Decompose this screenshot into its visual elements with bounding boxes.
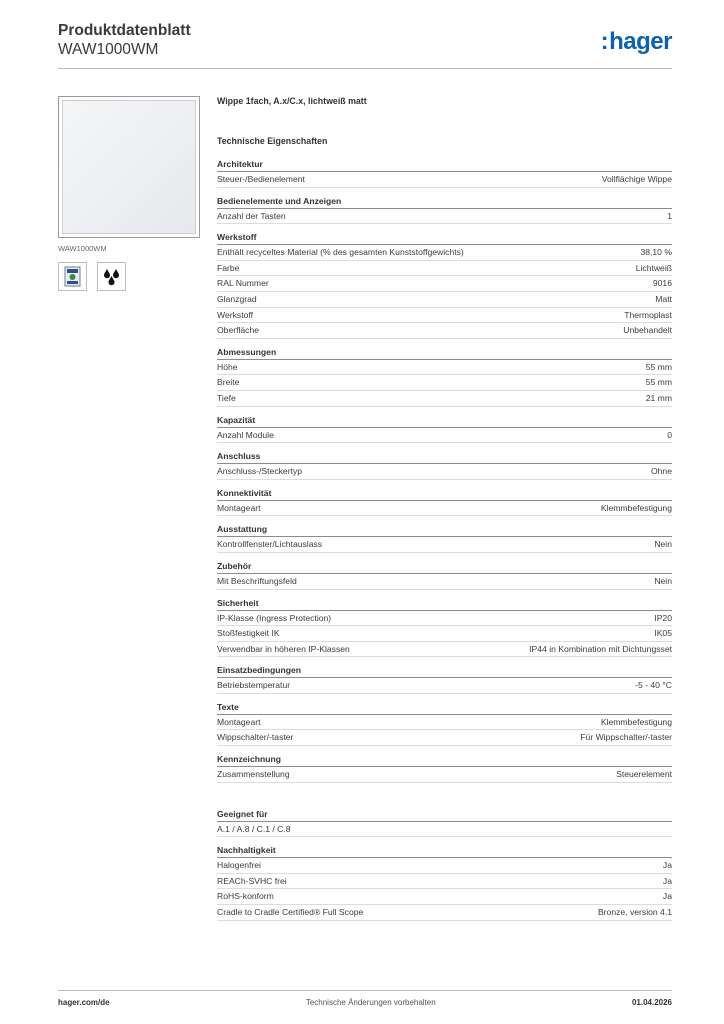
spec-label: Enthält recyceltes Material (% des gesamten Kunststoffgewichts)	[217, 247, 464, 258]
spec-section	[217, 450, 672, 480]
footer-date: 01.04.2026	[631, 998, 672, 1007]
product-image	[58, 96, 200, 238]
section-title: Kapazität	[217, 414, 672, 428]
section-title: Architektur	[217, 158, 672, 172]
spec-value: 55 mm	[645, 377, 672, 388]
spec-section	[217, 701, 672, 746]
spec-value: Thermoplast	[624, 309, 672, 320]
section-title: Abmessungen	[217, 346, 672, 360]
spec-value: 38,10 %	[640, 247, 672, 258]
section-title: Einsatzbedingungen	[217, 664, 672, 678]
spec-row	[217, 323, 672, 339]
spec-section	[217, 414, 672, 444]
spec-value: Klemmbefestigung	[600, 502, 672, 513]
spec-value: IK05	[654, 628, 672, 639]
footer	[58, 998, 672, 1007]
spec-value: 1	[667, 210, 672, 221]
spec-label: Montageart	[217, 502, 261, 513]
spec-label: A.1 / A.8 / C.1 / C.8	[217, 823, 291, 834]
spec-value: Bronze, version 4.1	[597, 907, 672, 918]
spec-value: IP20	[654, 612, 672, 623]
spec-value: Vollflächige Wippe	[601, 174, 672, 184]
spec-row	[217, 360, 672, 376]
product-icons	[58, 262, 126, 291]
section-title: Texte	[217, 701, 672, 715]
spec-label: Zusammenstellung	[217, 769, 290, 780]
spec-label: Montageart	[217, 716, 261, 727]
spec-value: Klemmbefestigung	[600, 716, 672, 727]
spec-row	[217, 276, 672, 292]
spec-value: 55 mm	[645, 361, 672, 372]
suitable-for-section	[217, 808, 672, 838]
spec-label: Wippschalter/-taster	[217, 732, 294, 743]
spec-row	[217, 501, 672, 517]
spec-label: Anzahl Module	[217, 429, 274, 440]
spec-label: Verwendbar in höheren IP-Klassen	[217, 643, 350, 654]
spec-label: Werkstoff	[217, 309, 253, 320]
spec-row	[217, 889, 672, 905]
spec-row	[217, 678, 672, 694]
spec-row	[217, 905, 672, 921]
spec-value: Nein	[654, 575, 672, 586]
logo-text: hager	[609, 28, 672, 55]
header	[58, 21, 191, 59]
spec-section	[217, 753, 672, 783]
spec-row	[217, 292, 672, 308]
spec-value: Steuerelement	[616, 769, 672, 780]
hager-logo	[601, 28, 672, 56]
spec-label: Kontrollfenster/Lichtauslass	[217, 539, 323, 550]
spec-value: 9016	[652, 278, 672, 289]
spec-section	[217, 808, 672, 838]
spec-value: Ja	[662, 860, 672, 871]
spec-value: IP44 in Kombination mit Dichtungsset	[529, 643, 672, 654]
spec-label: Mit Beschriftungsfeld	[217, 575, 297, 586]
spec-row	[217, 730, 672, 746]
spec-value: Für Wippschalter/-taster	[580, 732, 672, 743]
spec-row	[217, 611, 672, 627]
spec-row	[217, 308, 672, 324]
section-title: Werkstoff	[217, 231, 672, 245]
product-image-rocker	[62, 100, 196, 234]
spec-value: Ja	[662, 875, 672, 886]
spec-section	[217, 664, 672, 694]
section-title: Zubehör	[217, 560, 672, 574]
spec-row	[217, 874, 672, 890]
spec-value: 0	[667, 429, 672, 440]
spec-label: Breite	[217, 377, 240, 388]
spec-section	[217, 844, 672, 920]
spec-value: Ja	[662, 891, 672, 902]
spec-section	[217, 158, 672, 188]
spec-label: Stoßfestigkeit IK	[217, 628, 280, 639]
footer-website-link[interactable]: hager.com/de	[58, 998, 110, 1007]
product-name: Wippe 1fach, A.x/C.x, lichtweiß matt	[217, 96, 367, 106]
spec-value: Matt	[655, 293, 672, 304]
spec-value: 21 mm	[645, 392, 672, 403]
spec-row	[217, 767, 672, 783]
spec-value: Nein	[654, 539, 672, 550]
product-image-caption: WAW1000WM	[58, 244, 107, 253]
specification-sections	[217, 158, 672, 783]
section-title: Anschluss	[217, 450, 672, 464]
spec-row	[217, 261, 672, 277]
spec-label: RAL Nummer	[217, 278, 269, 289]
spec-label: Cradle to Cradle Certified® Full Scope	[217, 907, 364, 918]
spec-row	[217, 574, 672, 590]
spec-section	[217, 560, 672, 590]
product-code: WAW1000WM	[58, 41, 159, 58]
spec-row	[217, 626, 672, 642]
spec-label: Oberfläche	[217, 325, 260, 336]
section-title: Ausstattung	[217, 523, 672, 537]
section-title: Kennzeichnung	[217, 753, 672, 767]
water-drops-icon	[97, 262, 126, 291]
logo-colon-mark: :	[600, 28, 609, 55]
spec-row	[217, 537, 672, 553]
spec-value: Unbehandelt	[623, 325, 672, 336]
spec-section	[217, 487, 672, 517]
spec-label: Betriebstemperatur	[217, 680, 291, 691]
spec-row	[217, 245, 672, 261]
spec-row	[217, 858, 672, 874]
spec-label: Halogenfrei	[217, 860, 261, 871]
spec-row	[217, 209, 672, 225]
spec-row	[217, 428, 672, 444]
spec-label: Anzahl der Tasten	[217, 210, 286, 221]
footer-note: Technische Änderungen vorbehalten	[305, 998, 436, 1007]
technical-properties-heading: Technische Eigenschaften	[217, 136, 328, 146]
spec-label: IP-Klasse (Ingress Protection)	[217, 612, 332, 623]
spec-value: -5 - 40 °C	[635, 680, 672, 691]
specification-content	[217, 96, 672, 928]
header-divider	[58, 68, 672, 69]
spec-section	[217, 231, 672, 339]
footer-divider	[58, 990, 672, 991]
spec-label: REACh-SVHC frei	[217, 875, 287, 886]
section-title: Bedienelemente und Anzeigen	[217, 195, 672, 209]
sustainability-section	[217, 844, 672, 920]
spec-value: Ohne	[650, 466, 672, 477]
spec-value: Lichtweiß	[635, 262, 672, 273]
spec-label: Höhe	[217, 361, 238, 372]
spec-section	[217, 346, 672, 407]
spec-row	[217, 715, 672, 731]
spec-row	[217, 642, 672, 658]
spec-row	[217, 391, 672, 407]
section-title: Geeignet für	[217, 808, 672, 822]
spec-row	[217, 375, 672, 391]
spec-row	[217, 464, 672, 480]
spec-row	[217, 822, 672, 838]
spec-row	[217, 172, 672, 188]
section-title: Konnektivität	[217, 487, 672, 501]
document-title: Produktdatenblatt	[58, 22, 191, 39]
spec-section	[217, 523, 672, 553]
section-title: Sicherheit	[217, 597, 672, 611]
recycling-label-icon	[58, 262, 87, 291]
section-gap	[217, 790, 672, 808]
spec-section	[217, 597, 672, 658]
spec-label: Glanzgrad	[217, 293, 257, 304]
spec-label: Anschluss-/Steckertyp	[217, 466, 303, 477]
spec-label: Tiefe	[217, 392, 236, 403]
section-title: Nachhaltigkeit	[217, 844, 672, 858]
spec-label: RoHS-konform	[217, 891, 274, 902]
spec-label: Steuer-/Bedienelement	[217, 174, 305, 184]
spec-section	[217, 195, 672, 225]
spec-label: Farbe	[217, 262, 240, 273]
